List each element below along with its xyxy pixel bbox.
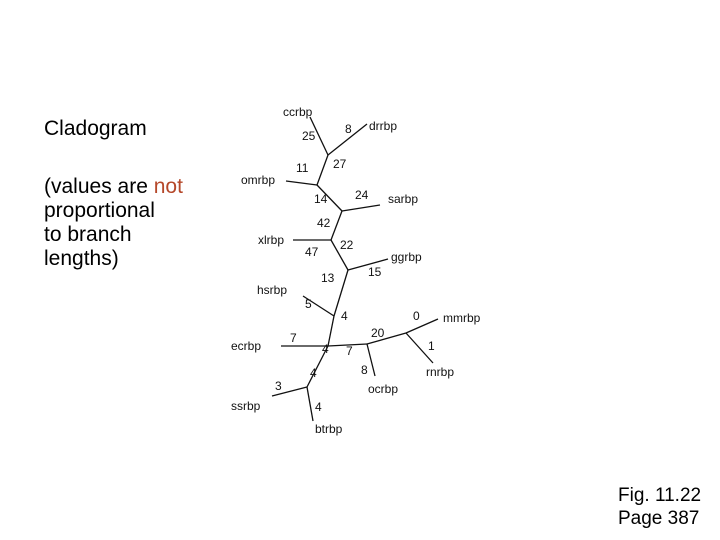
taxon-ecrbp: ecrbp bbox=[231, 339, 262, 353]
branch-27 bbox=[317, 155, 328, 185]
taxon-xlrbp: xlrbp bbox=[258, 233, 285, 247]
slide-title: Cladogram bbox=[44, 117, 147, 140]
value-hsrbp: 5 bbox=[305, 297, 312, 311]
value-drrbp: 8 bbox=[345, 122, 352, 136]
value-22: 22 bbox=[340, 238, 354, 252]
value-4a: 4 bbox=[341, 309, 348, 323]
branch-mmrbp bbox=[406, 319, 438, 333]
taxon-omrbp: omrbp bbox=[241, 173, 276, 187]
value-14: 14 bbox=[314, 192, 328, 206]
value-4c: 4 bbox=[310, 366, 317, 380]
branch-btrbp bbox=[307, 387, 313, 421]
taxon-ggrbp: ggrbp bbox=[391, 250, 422, 264]
value-ssrbp: 3 bbox=[275, 379, 282, 393]
value-sarbp: 24 bbox=[355, 188, 369, 202]
value-mmrbp: 0 bbox=[413, 309, 420, 323]
value-ecrbp: 7 bbox=[290, 331, 297, 345]
branch-4a bbox=[328, 316, 334, 346]
note-line3: to branch bbox=[44, 223, 132, 246]
taxon-labels bbox=[231, 105, 481, 436]
value-13: 13 bbox=[321, 271, 335, 285]
taxon-sarbp: sarbp bbox=[388, 192, 419, 206]
taxon-ocrbp: ocrbp bbox=[368, 382, 399, 396]
page-number: Page 387 bbox=[618, 508, 700, 529]
taxon-btrbp: btrbp bbox=[315, 422, 343, 436]
note-line1-prefix: (values are bbox=[44, 175, 154, 198]
value-rnrbp: 1 bbox=[428, 339, 435, 353]
branch-omrbp bbox=[286, 181, 317, 185]
value-ccrbp: 25 bbox=[302, 129, 316, 143]
note-line2: proportional bbox=[44, 199, 155, 222]
value-ocrbp: 8 bbox=[361, 363, 368, 377]
figure-reference bbox=[618, 484, 701, 530]
value-4b: 4 bbox=[322, 342, 329, 356]
taxon-ssrbp: ssrbp bbox=[231, 399, 261, 413]
value-btrbp: 4 bbox=[315, 400, 322, 414]
figure-number: Fig. 11.22 bbox=[618, 485, 702, 506]
value-ggrbp: 15 bbox=[368, 265, 382, 279]
taxon-mmrbp: mmrbp bbox=[443, 311, 481, 325]
note-line4: lengths) bbox=[44, 247, 119, 270]
taxon-rnrbp: rnrbp bbox=[426, 365, 455, 379]
taxon-drrbp: drrbp bbox=[369, 119, 398, 133]
note-highlight: not bbox=[153, 175, 183, 198]
taxon-ccrbp: ccrbp bbox=[283, 105, 313, 119]
value-42: 42 bbox=[317, 216, 331, 230]
value-7: 7 bbox=[346, 344, 353, 358]
value-omrbp: 11 bbox=[296, 161, 309, 175]
value-20: 20 bbox=[371, 326, 385, 340]
value-27: 27 bbox=[333, 157, 347, 171]
value-xlrbp: 47 bbox=[305, 245, 319, 259]
branch-ocrbp bbox=[367, 344, 375, 376]
taxon-hsrbp: hsrbp bbox=[257, 283, 288, 297]
branch-42 bbox=[331, 211, 342, 240]
branch-sarbp bbox=[342, 205, 380, 211]
